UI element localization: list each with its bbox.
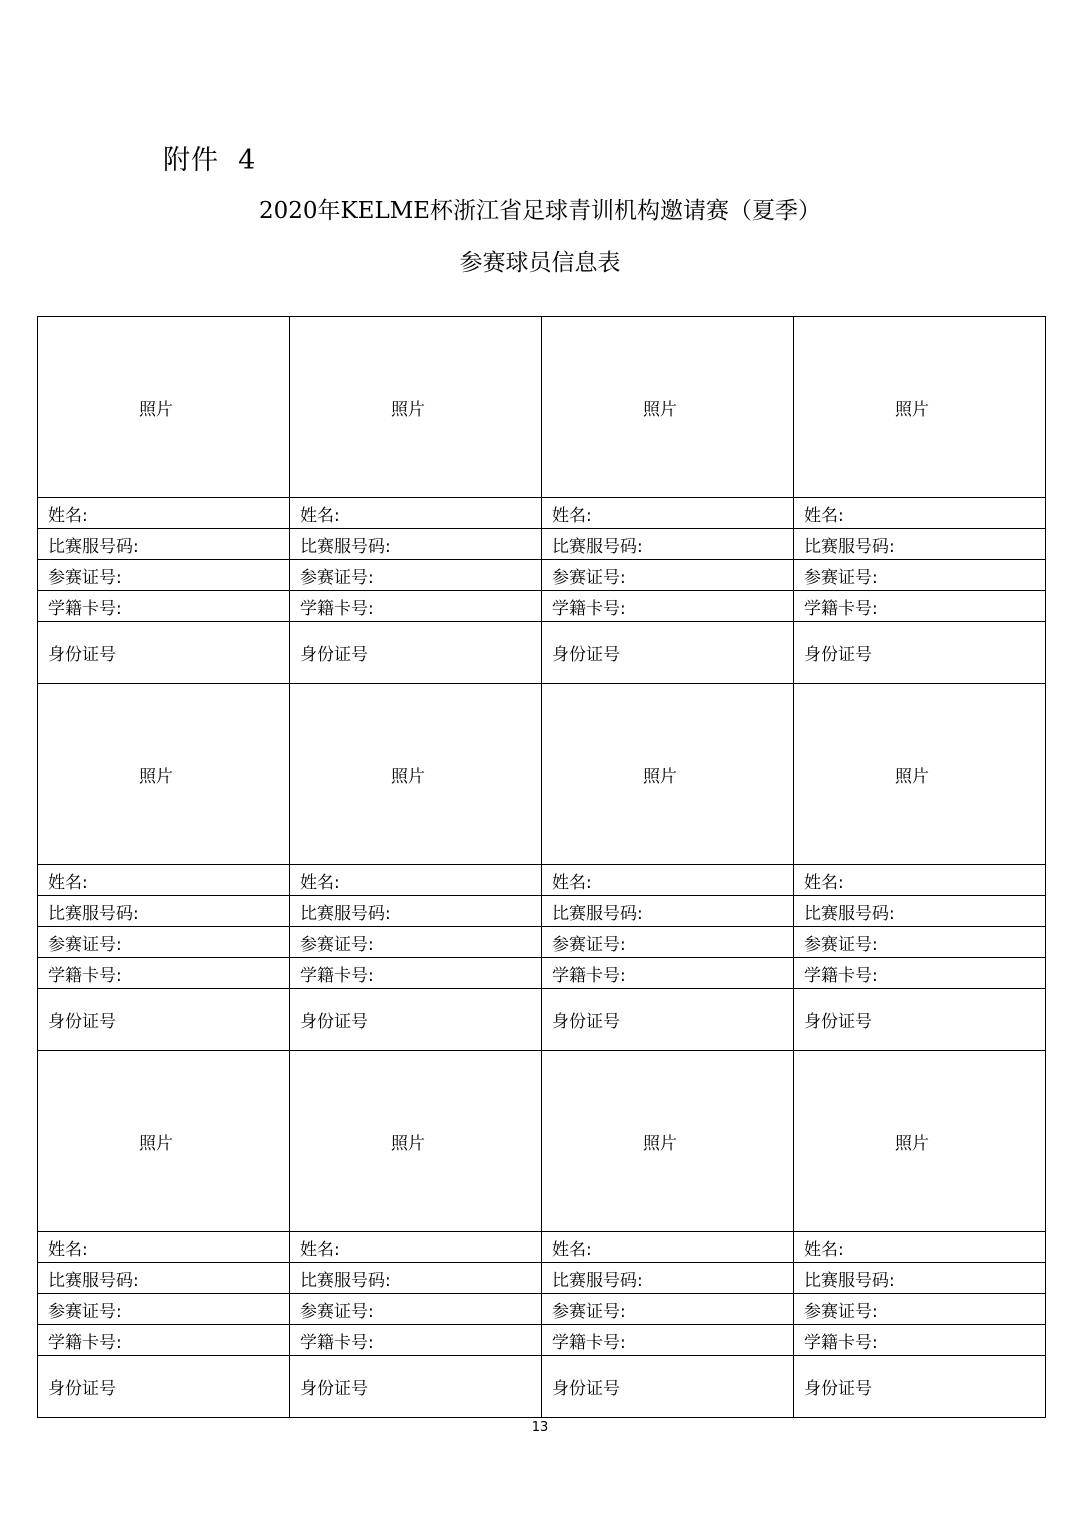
registration-number-field: 参赛证号:: [38, 1294, 290, 1325]
name-field: 姓名:: [290, 865, 542, 896]
id-number-field: 身份证号: [794, 1356, 1046, 1418]
registration-number-field: 参赛证号:: [290, 927, 542, 958]
student-card-field: 学籍卡号:: [794, 958, 1046, 989]
name-field: 姓名:: [38, 498, 290, 529]
id-number-field: 身份证号: [290, 622, 542, 684]
registration-number-field: 参赛证号:: [290, 1294, 542, 1325]
registration-number-field: 参赛证号:: [542, 1294, 794, 1325]
registration-number-row: [38, 927, 1046, 958]
jersey-number-row: [38, 529, 1046, 560]
photo-label: 照片: [643, 399, 677, 420]
jersey-number-row: [38, 1263, 1046, 1294]
registration-number-row: [38, 560, 1046, 591]
jersey-number-field: 比赛服号码:: [794, 896, 1046, 927]
id-number-field: 身份证号: [38, 1356, 290, 1418]
student-card-field: 学籍卡号:: [542, 591, 794, 622]
photo-cell: [542, 317, 794, 498]
id-number-field: 身份证号: [542, 622, 794, 684]
student-card-field: 学籍卡号:: [290, 591, 542, 622]
registration-number-field: 参赛证号:: [794, 1294, 1046, 1325]
registration-number-field: 参赛证号:: [290, 560, 542, 591]
jersey-number-field: 比赛服号码:: [290, 896, 542, 927]
student-card-field: 学籍卡号:: [38, 591, 290, 622]
photo-label: 照片: [643, 766, 677, 787]
registration-number-field: 参赛证号:: [542, 560, 794, 591]
photo-cell: [290, 684, 542, 865]
student-card-field: 学籍卡号:: [794, 591, 1046, 622]
photo-cell: [290, 1051, 542, 1232]
id-number-field: 身份证号: [38, 622, 290, 684]
id-number-row: [38, 989, 1046, 1051]
name-field: 姓名:: [38, 1232, 290, 1263]
student-card-field: 学籍卡号:: [38, 1325, 290, 1356]
registration-number-field: 参赛证号:: [38, 560, 290, 591]
id-number-field: 身份证号: [290, 989, 542, 1051]
photo-label: 照片: [643, 1133, 677, 1154]
registration-number-field: 参赛证号:: [542, 927, 794, 958]
registration-number-row: [38, 1294, 1046, 1325]
student-card-field: 学籍卡号:: [542, 1325, 794, 1356]
name-field: 姓名:: [794, 865, 1046, 896]
document-subtitle: 参赛球员信息表: [459, 250, 621, 276]
id-number-field: 身份证号: [38, 989, 290, 1051]
photo-label: 照片: [895, 399, 929, 420]
photo-cell: [794, 684, 1046, 865]
student-card-row: [38, 1325, 1046, 1356]
jersey-number-field: 比赛服号码:: [38, 896, 290, 927]
photo-row: [38, 317, 1046, 498]
registration-number-field: 参赛证号:: [794, 560, 1046, 591]
jersey-number-field: 比赛服号码:: [290, 1263, 542, 1294]
name-row: [38, 498, 1046, 529]
id-number-field: 身份证号: [542, 989, 794, 1051]
jersey-number-field: 比赛服号码:: [542, 529, 794, 560]
photo-cell: [290, 317, 542, 498]
student-card-field: 学籍卡号:: [542, 958, 794, 989]
attachment-label: 附件 4: [163, 145, 257, 176]
photo-label: 照片: [391, 766, 425, 787]
student-card-row: [38, 958, 1046, 989]
registration-number-field: 参赛证号:: [794, 927, 1046, 958]
jersey-number-field: 比赛服号码:: [542, 896, 794, 927]
student-card-row: [38, 591, 1046, 622]
photo-cell: [38, 1051, 290, 1232]
name-field: 姓名:: [542, 498, 794, 529]
student-card-field: 学籍卡号:: [38, 958, 290, 989]
player-info-table: [37, 316, 1046, 1418]
name-field: 姓名:: [794, 1232, 1046, 1263]
document-title: 2020年KELME杯浙江省足球青训机构邀请赛（夏季）: [258, 198, 822, 224]
student-card-field: 学籍卡号:: [794, 1325, 1046, 1356]
page-number: 13: [531, 1420, 549, 1435]
photo-cell: [38, 684, 290, 865]
name-row: [38, 865, 1046, 896]
jersey-number-field: 比赛服号码:: [794, 529, 1046, 560]
id-number-field: 身份证号: [794, 989, 1046, 1051]
student-card-field: 学籍卡号:: [290, 958, 542, 989]
photo-cell: [794, 317, 1046, 498]
photo-label: 照片: [139, 766, 173, 787]
photo-label: 照片: [895, 766, 929, 787]
name-field: 姓名:: [290, 1232, 542, 1263]
photo-cell: [794, 1051, 1046, 1232]
name-field: 姓名:: [542, 1232, 794, 1263]
student-card-field: 学籍卡号:: [290, 1325, 542, 1356]
photo-row: [38, 1051, 1046, 1232]
photo-label: 照片: [139, 1133, 173, 1154]
jersey-number-field: 比赛服号码:: [290, 529, 542, 560]
photo-cell: [38, 317, 290, 498]
registration-number-field: 参赛证号:: [38, 927, 290, 958]
id-number-row: [38, 1356, 1046, 1418]
photo-label: 照片: [895, 1133, 929, 1154]
photo-row: [38, 684, 1046, 865]
name-field: 姓名:: [290, 498, 542, 529]
photo-label: 照片: [139, 399, 173, 420]
id-number-field: 身份证号: [794, 622, 1046, 684]
jersey-number-field: 比赛服号码:: [794, 1263, 1046, 1294]
name-row: [38, 1232, 1046, 1263]
jersey-number-field: 比赛服号码:: [542, 1263, 794, 1294]
id-number-row: [38, 622, 1046, 684]
photo-cell: [542, 1051, 794, 1232]
id-number-field: 身份证号: [290, 1356, 542, 1418]
name-field: 姓名:: [542, 865, 794, 896]
jersey-number-row: [38, 896, 1046, 927]
photo-label: 照片: [391, 399, 425, 420]
jersey-number-field: 比赛服号码:: [38, 529, 290, 560]
name-field: 姓名:: [794, 498, 1046, 529]
name-field: 姓名:: [38, 865, 290, 896]
id-number-field: 身份证号: [542, 1356, 794, 1418]
photo-label: 照片: [391, 1133, 425, 1154]
photo-cell: [542, 684, 794, 865]
jersey-number-field: 比赛服号码:: [38, 1263, 290, 1294]
